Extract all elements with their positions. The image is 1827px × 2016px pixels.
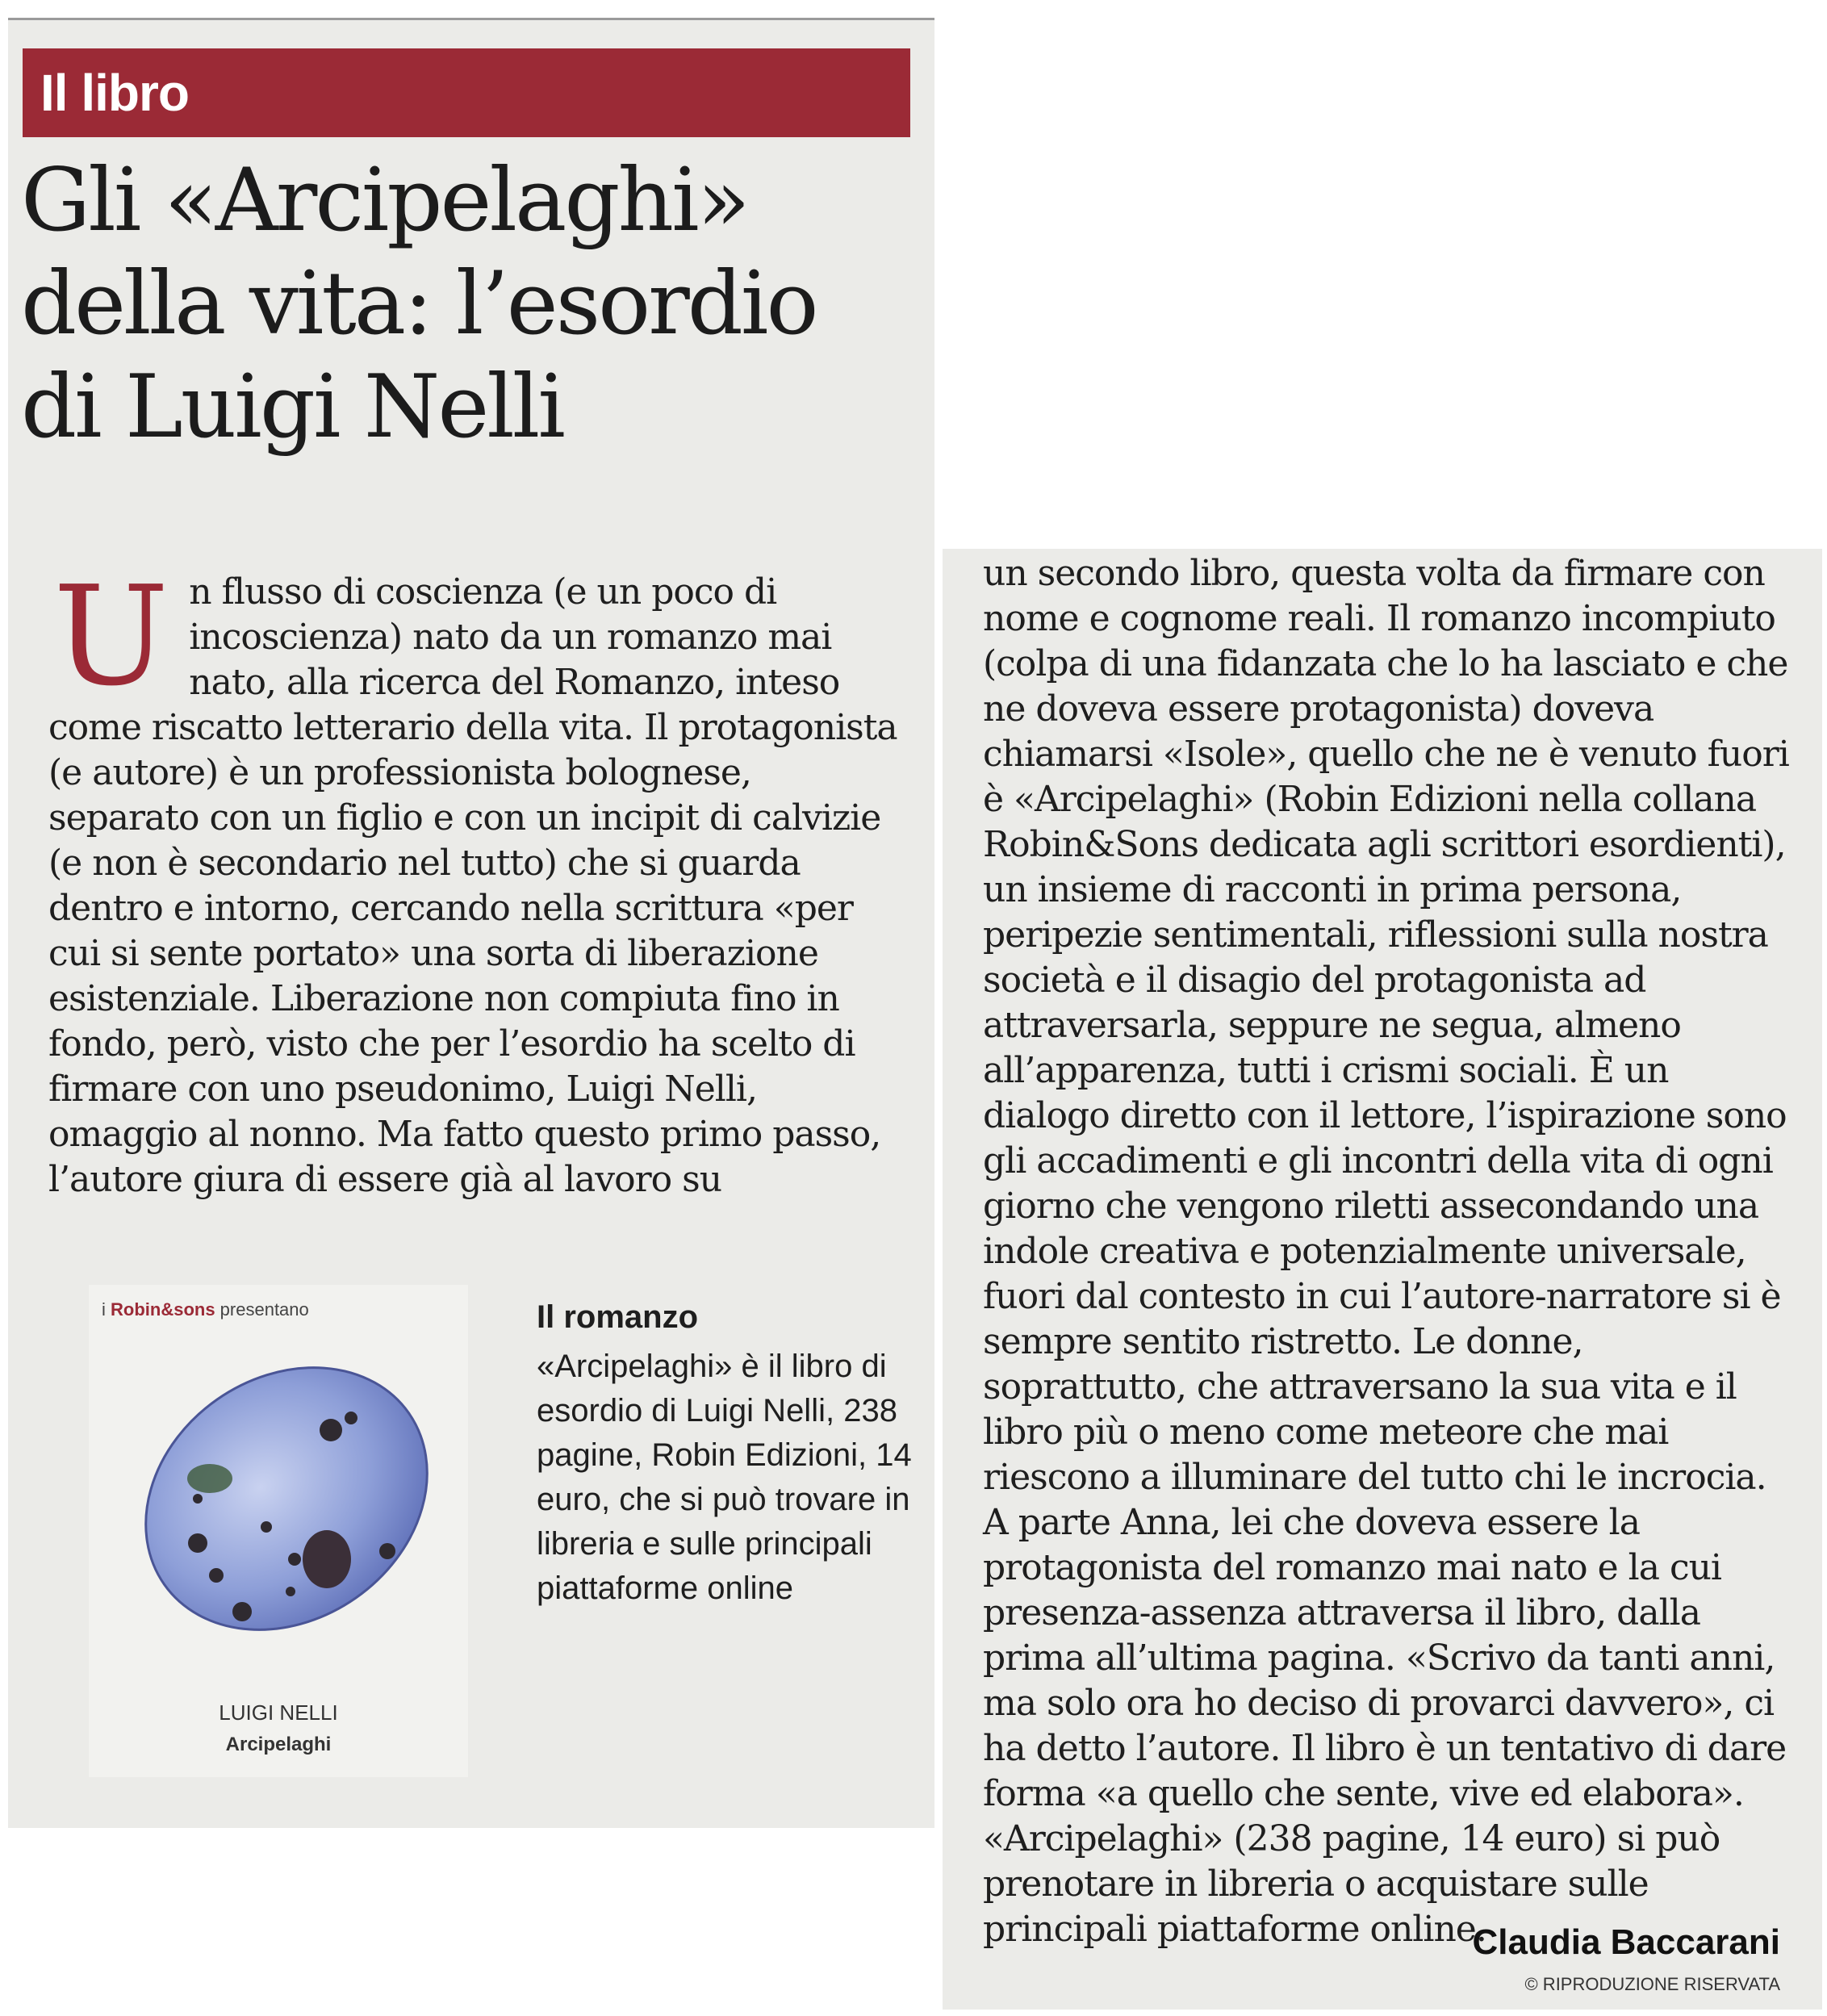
article-text-left: n flusso di coscienza (e un poco di incoscienza) nato da un romanzo mai nato, alla ricerca del Romanzo, inteso come riscatto letterario della vita. Il protagonista (e autore) è un professionista bolognese, separato con un figlio e con un incipit di calvizie (e non è secondario nel tutto) che si guarda dentro e intorno, cercando nella scrittura «per cui si sente portato» una sorta di liberazione esistenziale. Liberazione non compiuta fino in fondo, però, visto che per l’esordio ha scelto di firmare con uno pseudonimo, Luigi Nelli, omaggio al nonno. Ma fatto questo primo passo, l’autore giura di essere già al lavoro su [48, 571, 897, 1200]
cover-series-suffix: presentano [215, 1299, 309, 1320]
cover-series-line [102, 1299, 309, 1320]
cover-author: LUIGI NELLI [219, 1700, 338, 1725]
copyright-notice: © RIPRODUZIONE RISERVATA [1524, 1974, 1780, 1994]
cover-stone-illustration [121, 1333, 444, 1656]
section-band [23, 48, 910, 137]
article-left-column [48, 557, 904, 1256]
drop-cap: U [53, 557, 169, 717]
info-box-text: «Arcipelaghi» è il libro di esordio di Luigi Nelli, 238 pagine, Robin Edizioni, 14 euro, che si può trovare in libreria e sulle principali piattaforme online [537, 1349, 912, 1606]
byline: Claudia Baccarani [1472, 1922, 1780, 1962]
book-cover [89, 1285, 468, 1777]
cover-series-brand: Robin&sons [111, 1299, 215, 1320]
cover-title: Arcipelaghi [225, 1734, 332, 1755]
headline: Gli «Arcipelaghi» della vita: l’esordio di Luigi Nelli [21, 150, 817, 458]
cover-series-prefix: i [102, 1299, 111, 1320]
info-box-heading: Il romanzo [537, 1299, 699, 1335]
article-text-right: un secondo libro, questa volta da firmare con nome e cognome reali. Il romanzo incompiuto (colpa di una fidanzata che lo ha lasciato e che ne doveva essere protagonista) doveva chiamarsi «Isole», quello che ne è venuto fuori è «Arcipelaghi» (Robin Edizioni nella collana Robin&Sons dedicata agli scrittori esordienti), un insieme di racconti in prima persona, peripezie sentimentali, riflessioni sulla nostra società e il disagio del protagonista ad attraversarla, seppure ne segua, almeno all’apparenza, tutti i crismi sociali. È un dialogo diretto con il lettore, l’ispirazione sono gli accadimenti e gli incontri della vita di ogni giorno che vengono riletti assecondando una indole creativa e potenzialmente universale, fuori dal contesto in cui l’autore-narratore si è sempre sentito ristretto. Le donne, soprattutto, che attraversano la sua vita e il libro più o meno come meteore che mai riescono a illuminare del tutto chi le incrocia. A parte Anna, lei che doveva essere la protagonista del romanzo mai nato e la cui presenza-assenza attraversa il libro, dalla prima all’ultima pagina. «Scrivo da tanti anni, ma solo ora ho deciso di provarci davvero», ci ha detto l’autore. Il libro è un tentativo di dare forma «a quello che sente, vive ed elabora». «Arcipelaghi» (238 pagine, 14 euro) si può prenotare in libreria o acquistare sulle principali piattaforme online. [983, 553, 1789, 1950]
section-label: Il libro [40, 64, 189, 122]
